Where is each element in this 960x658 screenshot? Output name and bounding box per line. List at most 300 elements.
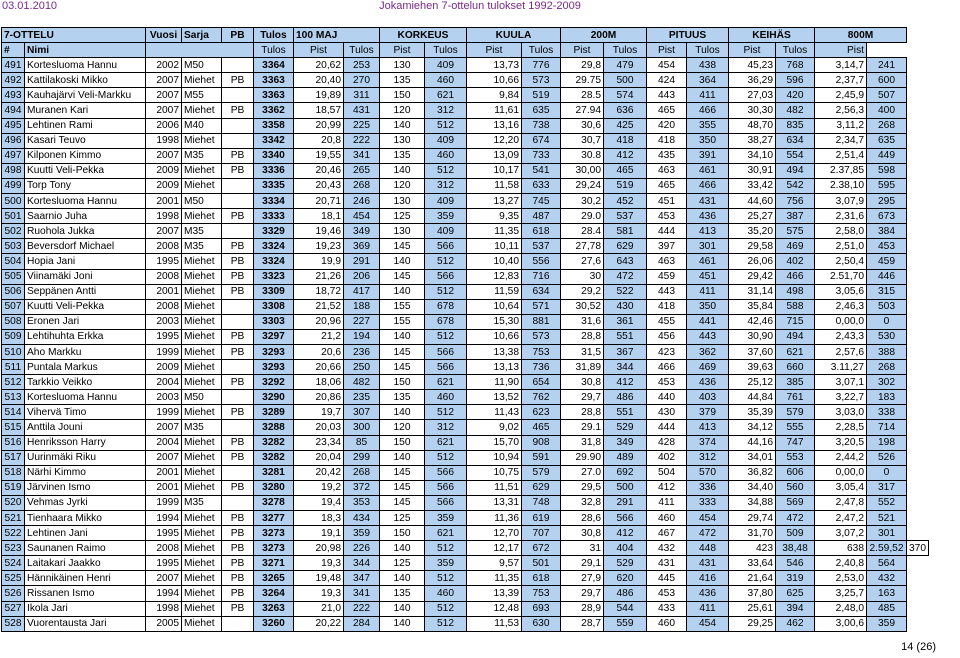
value-cell: 29,7 bbox=[561, 586, 604, 601]
value-cell: 301 bbox=[867, 526, 907, 541]
rank-cell: 518 bbox=[2, 465, 25, 480]
value-cell: 431 bbox=[647, 556, 687, 571]
table-row bbox=[2, 450, 929, 465]
results-table bbox=[1, 27, 929, 632]
value-cell bbox=[222, 360, 254, 375]
name-cell: Vihervä Timo bbox=[25, 405, 146, 420]
value-cell: PB bbox=[222, 405, 254, 420]
value-cell: 34,12 bbox=[729, 420, 776, 435]
value-cell bbox=[222, 495, 254, 510]
header-event-3: PB bbox=[222, 28, 254, 43]
value-cell: 636 bbox=[604, 103, 647, 118]
value-cell: PB bbox=[222, 73, 254, 88]
value-cell: 416 bbox=[687, 571, 729, 586]
value-cell: 3,05,6 bbox=[815, 284, 867, 299]
rank-cell: 526 bbox=[2, 586, 25, 601]
value-cell: Miehet bbox=[182, 284, 222, 299]
value-cell: 418 bbox=[647, 299, 687, 314]
value-cell: 776 bbox=[522, 58, 561, 73]
header-sub-8: Tulos bbox=[522, 43, 561, 58]
value-cell: 618 bbox=[522, 224, 561, 239]
value-cell: 19,23 bbox=[294, 239, 344, 254]
value-cell: 2007 bbox=[146, 88, 182, 103]
value-cell: 411 bbox=[647, 495, 687, 510]
value-cell: 20,42 bbox=[294, 465, 344, 480]
rank-cell: 525 bbox=[2, 571, 25, 586]
value-cell: 541 bbox=[522, 163, 561, 178]
value-cell: 482 bbox=[776, 103, 815, 118]
name-cell: Kuutti Veli-Pekka bbox=[25, 299, 146, 314]
value-cell: 409 bbox=[425, 133, 467, 148]
value-cell: 409 bbox=[425, 58, 467, 73]
value-cell: 634 bbox=[522, 284, 561, 299]
value-cell: 19,9 bbox=[294, 254, 344, 269]
value-cell: 411 bbox=[687, 88, 729, 103]
value-cell bbox=[222, 390, 254, 405]
value-cell: 463 bbox=[647, 254, 687, 269]
value-cell: 312 bbox=[687, 450, 729, 465]
value-cell: 385 bbox=[776, 375, 815, 390]
value-cell: 485 bbox=[867, 601, 907, 616]
value-cell: 344 bbox=[604, 360, 647, 375]
value-cell: 11,36 bbox=[467, 511, 522, 526]
value-cell: 566 bbox=[425, 344, 467, 359]
value-cell: 521 bbox=[867, 511, 907, 526]
value-cell: 736 bbox=[522, 360, 561, 375]
value-cell: 29,8 bbox=[561, 58, 604, 73]
value-cell: 359 bbox=[425, 209, 467, 224]
value-cell: 18,3 bbox=[294, 511, 344, 526]
rank-cell: 493 bbox=[2, 88, 25, 103]
table-row bbox=[2, 511, 929, 526]
value-cell: 28,8 bbox=[561, 405, 604, 420]
value-cell: 503 bbox=[867, 299, 907, 314]
rank-cell: 521 bbox=[2, 511, 25, 526]
value-cell: 509 bbox=[776, 526, 815, 541]
rank-cell: 502 bbox=[2, 224, 25, 239]
value-cell: 39,63 bbox=[729, 360, 776, 375]
value-cell: 85 bbox=[344, 435, 380, 450]
value-cell: 25,12 bbox=[729, 375, 776, 390]
value-cell: 12,48 bbox=[467, 601, 522, 616]
value-cell: 418 bbox=[647, 133, 687, 148]
value-cell: 678 bbox=[425, 314, 467, 329]
value-cell: 623 bbox=[522, 405, 561, 420]
value-cell: 29,42 bbox=[729, 269, 776, 284]
value-cell: 183 bbox=[867, 390, 907, 405]
value-cell: 2008 bbox=[146, 239, 182, 254]
value-cell: 9,02 bbox=[467, 420, 522, 435]
value-cell: 30,8 bbox=[561, 375, 604, 390]
header-event-2: Sarja bbox=[182, 28, 222, 43]
value-cell: 2002 bbox=[146, 58, 182, 73]
value-cell bbox=[222, 58, 254, 73]
value-cell: 27.94 bbox=[561, 103, 604, 118]
value-cell: 31,6 bbox=[561, 314, 604, 329]
value-cell: 2,57,6 bbox=[815, 344, 867, 359]
value-cell: 566 bbox=[604, 511, 647, 526]
value-cell: 456 bbox=[647, 329, 687, 344]
value-cell: 2001 bbox=[146, 284, 182, 299]
value-cell: 364 bbox=[687, 73, 729, 88]
header-event-11: 800M bbox=[815, 28, 907, 43]
table-row bbox=[2, 178, 929, 193]
name-cell: Anttila Jouni bbox=[25, 420, 146, 435]
value-cell: 551 bbox=[604, 405, 647, 420]
value-cell: 20,86 bbox=[294, 390, 344, 405]
value-cell: 621 bbox=[425, 435, 467, 450]
header-sub-11: Pist bbox=[647, 43, 687, 58]
name-cell: Muranen Kari bbox=[25, 103, 146, 118]
value-cell: 125 bbox=[380, 511, 425, 526]
value-cell: 635 bbox=[867, 133, 907, 148]
value-cell: 1998 bbox=[146, 601, 182, 616]
value-cell: Miehet bbox=[182, 360, 222, 375]
name-cell: Henriksson Harry bbox=[25, 435, 146, 450]
value-cell: 560 bbox=[776, 480, 815, 495]
value-cell: PB bbox=[222, 526, 254, 541]
value-cell: 20,46 bbox=[294, 163, 344, 178]
value-cell: 10,40 bbox=[467, 254, 522, 269]
rank-cell: 501 bbox=[2, 209, 25, 224]
value-cell: 3323 bbox=[254, 269, 294, 284]
value-cell: 522 bbox=[604, 284, 647, 299]
value-cell: 3273 bbox=[254, 541, 294, 556]
value-cell: 11,35 bbox=[467, 224, 522, 239]
header-row-events bbox=[2, 28, 929, 43]
value-cell: 10,94 bbox=[467, 450, 522, 465]
value-cell: 486 bbox=[604, 390, 647, 405]
value-cell: 30.8 bbox=[561, 148, 604, 163]
name-cell: Aho Markku bbox=[25, 344, 146, 359]
value-cell: 300 bbox=[344, 420, 380, 435]
value-cell: 369 bbox=[344, 239, 380, 254]
value-cell: 3282 bbox=[254, 435, 294, 450]
value-cell: 10,64 bbox=[467, 299, 522, 314]
value-cell: 3273 bbox=[254, 526, 294, 541]
header-event-9: PITUUS bbox=[647, 28, 729, 43]
value-cell: 3,11,2 bbox=[815, 118, 867, 133]
value-cell: 444 bbox=[647, 224, 687, 239]
value-cell: Miehet bbox=[182, 178, 222, 193]
value-cell: 2,51,4 bbox=[815, 148, 867, 163]
value-cell: 2,47,2 bbox=[815, 511, 867, 526]
value-cell: Miehet bbox=[182, 329, 222, 344]
value-cell: 466 bbox=[776, 269, 815, 284]
value-cell: 768 bbox=[776, 58, 815, 73]
value-cell: 359 bbox=[425, 511, 467, 526]
value-cell: M50 bbox=[182, 390, 222, 405]
value-cell: 25,27 bbox=[729, 209, 776, 224]
value-cell: 629 bbox=[522, 480, 561, 495]
name-cell: Kauhajärvi Veli-Markku bbox=[25, 88, 146, 103]
rank-cell: 517 bbox=[2, 450, 25, 465]
value-cell: 15,70 bbox=[467, 435, 522, 450]
value-cell: 349 bbox=[344, 224, 380, 239]
value-cell: 482 bbox=[344, 375, 380, 390]
value-cell: 459 bbox=[647, 269, 687, 284]
value-cell: 13,39 bbox=[467, 586, 522, 601]
value-cell: 20,71 bbox=[294, 194, 344, 209]
value-cell: 25,61 bbox=[729, 601, 776, 616]
value-cell: 130 bbox=[380, 224, 425, 239]
value-cell: 2005 bbox=[146, 616, 182, 631]
value-cell: 3364 bbox=[254, 58, 294, 73]
value-cell: 2007 bbox=[146, 148, 182, 163]
value-cell: 566 bbox=[425, 495, 467, 510]
value-cell: 1999 bbox=[146, 405, 182, 420]
rank-cell: 519 bbox=[2, 480, 25, 495]
value-cell: 312 bbox=[425, 420, 467, 435]
value-cell: 3324 bbox=[254, 239, 294, 254]
name-cell: Hopia Jani bbox=[25, 254, 146, 269]
value-cell: 512 bbox=[425, 329, 467, 344]
value-cell: PB bbox=[222, 209, 254, 224]
value-cell: 28.5 bbox=[561, 88, 604, 103]
table-row bbox=[2, 571, 929, 586]
value-cell: 460 bbox=[647, 511, 687, 526]
value-cell: 140 bbox=[380, 254, 425, 269]
value-cell: 409 bbox=[425, 194, 467, 209]
value-cell: M40 bbox=[182, 118, 222, 133]
value-cell: 443 bbox=[647, 284, 687, 299]
value-cell: 546 bbox=[776, 556, 815, 571]
value-cell: 556 bbox=[522, 254, 561, 269]
value-cell: 130 bbox=[380, 133, 425, 148]
value-cell: 27,03 bbox=[729, 88, 776, 103]
value-cell bbox=[222, 314, 254, 329]
table-row bbox=[2, 194, 929, 209]
rank-cell: 522 bbox=[2, 526, 25, 541]
value-cell: 2007 bbox=[146, 103, 182, 118]
table-row bbox=[2, 239, 929, 254]
value-cell: 3282 bbox=[254, 450, 294, 465]
header-sub-10: Tulos bbox=[604, 43, 647, 58]
rank-cell: 498 bbox=[2, 163, 25, 178]
value-cell: 573 bbox=[522, 73, 561, 88]
value-cell: 145 bbox=[380, 360, 425, 375]
value-cell: 130 bbox=[380, 194, 425, 209]
value-cell: 630 bbox=[522, 616, 561, 631]
value-cell: 12,83 bbox=[467, 269, 522, 284]
value-cell: 35,20 bbox=[729, 224, 776, 239]
table-row bbox=[2, 465, 929, 480]
value-cell: PB bbox=[222, 450, 254, 465]
rank-cell: 495 bbox=[2, 118, 25, 133]
value-cell: 596 bbox=[776, 73, 815, 88]
value-cell: 1999 bbox=[146, 344, 182, 359]
name-cell: Kortesluoma Hannu bbox=[25, 390, 146, 405]
value-cell: 566 bbox=[425, 480, 467, 495]
value-cell: 529 bbox=[604, 556, 647, 571]
header-event-0: 7-OTTELU bbox=[2, 28, 146, 43]
value-cell: 3329 bbox=[254, 224, 294, 239]
name-cell: Kattilakoski Mikko bbox=[25, 73, 146, 88]
name-cell: Kasari Teuvo bbox=[25, 133, 146, 148]
value-cell: 544 bbox=[604, 601, 647, 616]
value-cell: M55 bbox=[182, 88, 222, 103]
value-cell: 3363 bbox=[254, 73, 294, 88]
value-cell: 3.11,27 bbox=[815, 360, 867, 375]
value-cell: 465 bbox=[647, 178, 687, 193]
table-row bbox=[2, 148, 929, 163]
rank-cell: 528 bbox=[2, 616, 25, 631]
value-cell: 3309 bbox=[254, 284, 294, 299]
value-cell: 2.38,10 bbox=[815, 178, 867, 193]
value-cell: 598 bbox=[867, 163, 907, 178]
value-cell: 29.1 bbox=[561, 420, 604, 435]
value-cell: 135 bbox=[380, 148, 425, 163]
value-cell: 504 bbox=[647, 465, 687, 480]
value-cell: 13,38 bbox=[467, 344, 522, 359]
value-cell: 460 bbox=[425, 586, 467, 601]
value-cell: 479 bbox=[604, 58, 647, 73]
value-cell: 715 bbox=[776, 314, 815, 329]
value-cell: 512 bbox=[425, 254, 467, 269]
value-cell: 291 bbox=[344, 254, 380, 269]
value-cell bbox=[222, 194, 254, 209]
value-cell: 30,30 bbox=[729, 103, 776, 118]
value-cell: 2,31,6 bbox=[815, 209, 867, 224]
value-cell: 135 bbox=[380, 390, 425, 405]
value-cell: 443 bbox=[687, 329, 729, 344]
value-cell: 391 bbox=[687, 148, 729, 163]
value-cell: 21,64 bbox=[729, 571, 776, 586]
value-cell: 2001 bbox=[146, 480, 182, 495]
value-cell: 638 bbox=[815, 541, 867, 556]
value-cell: 1995 bbox=[146, 526, 182, 541]
value-cell: 2,50,4 bbox=[815, 254, 867, 269]
value-cell: 3336 bbox=[254, 163, 294, 178]
value-cell: 2007 bbox=[146, 420, 182, 435]
rank-cell: 508 bbox=[2, 314, 25, 329]
value-cell: 418 bbox=[604, 133, 647, 148]
name-cell: Saunanen Raimo bbox=[25, 541, 146, 556]
value-cell: 467 bbox=[647, 526, 687, 541]
value-cell: 579 bbox=[776, 405, 815, 420]
value-cell: 2008 bbox=[146, 541, 182, 556]
value-cell: 140 bbox=[380, 118, 425, 133]
header-sub-1: Nimi bbox=[25, 43, 146, 58]
value-cell: 20,96 bbox=[294, 314, 344, 329]
value-cell: 573 bbox=[522, 329, 561, 344]
value-cell: 512 bbox=[425, 163, 467, 178]
value-cell: 436 bbox=[687, 375, 729, 390]
rank-cell: 516 bbox=[2, 435, 25, 450]
value-cell: 44,60 bbox=[729, 194, 776, 209]
value-cell: 13,27 bbox=[467, 194, 522, 209]
value-cell: 19,1 bbox=[294, 526, 344, 541]
table-row bbox=[2, 375, 929, 390]
value-cell bbox=[222, 133, 254, 148]
rank-cell: 514 bbox=[2, 405, 25, 420]
value-cell: 3362 bbox=[254, 103, 294, 118]
value-cell: 2,46,3 bbox=[815, 299, 867, 314]
value-cell: 349 bbox=[604, 435, 647, 450]
value-cell: 3,07,9 bbox=[815, 194, 867, 209]
value-cell: 35,84 bbox=[729, 299, 776, 314]
value-cell: 145 bbox=[380, 239, 425, 254]
value-cell: 125 bbox=[380, 556, 425, 571]
value-cell: 519 bbox=[522, 88, 561, 103]
value-cell: PB bbox=[222, 586, 254, 601]
header-event-1: Vuosi bbox=[146, 28, 182, 43]
value-cell: 10,75 bbox=[467, 465, 522, 480]
header-sub-4: Tulos bbox=[344, 43, 380, 58]
name-cell: Tienhaara Mikko bbox=[25, 511, 146, 526]
value-cell: 20,22 bbox=[294, 616, 344, 631]
value-cell: 3288 bbox=[254, 420, 294, 435]
value-cell: Miehet bbox=[182, 601, 222, 616]
value-cell: 2004 bbox=[146, 375, 182, 390]
value-cell: 34,01 bbox=[729, 450, 776, 465]
value-cell: 707 bbox=[522, 526, 561, 541]
value-cell: 31,5 bbox=[561, 344, 604, 359]
rank-cell: 504 bbox=[2, 254, 25, 269]
value-cell: 512 bbox=[425, 450, 467, 465]
value-cell: PB bbox=[222, 344, 254, 359]
value-cell: 194 bbox=[344, 329, 380, 344]
value-cell: 625 bbox=[776, 586, 815, 601]
value-cell: 2,34,7 bbox=[815, 133, 867, 148]
value-cell: PB bbox=[222, 103, 254, 118]
value-cell: 34,10 bbox=[729, 148, 776, 163]
table-row bbox=[2, 541, 929, 556]
header-sub-3: Pist bbox=[294, 43, 344, 58]
value-cell: 236 bbox=[344, 344, 380, 359]
value-cell: 353 bbox=[344, 495, 380, 510]
value-cell: 145 bbox=[380, 495, 425, 510]
name-cell: Lehtinen Jani bbox=[25, 526, 146, 541]
value-cell: Miehet bbox=[182, 133, 222, 148]
value-cell: 519 bbox=[604, 178, 647, 193]
value-cell: 435 bbox=[647, 148, 687, 163]
value-cell: 0 bbox=[867, 314, 907, 329]
value-cell: 555 bbox=[776, 420, 815, 435]
value-cell: 125 bbox=[380, 209, 425, 224]
value-cell: 2009 bbox=[146, 360, 182, 375]
value-cell: 512 bbox=[425, 405, 467, 420]
value-cell: 620 bbox=[604, 571, 647, 586]
value-cell: PB bbox=[222, 239, 254, 254]
value-cell: 494 bbox=[776, 329, 815, 344]
value-cell: 633 bbox=[522, 178, 561, 193]
value-cell: 403 bbox=[687, 390, 729, 405]
value-cell: 26,06 bbox=[729, 254, 776, 269]
table-row bbox=[2, 133, 929, 148]
value-cell: 2,53,0 bbox=[815, 571, 867, 586]
value-cell: 3,22,7 bbox=[815, 390, 867, 405]
value-cell: 9,57 bbox=[467, 556, 522, 571]
value-cell: 11,53 bbox=[467, 616, 522, 631]
name-cell: Lehtinen Rami bbox=[25, 118, 146, 133]
table-row bbox=[2, 299, 929, 314]
table-row bbox=[2, 616, 929, 631]
value-cell: 542 bbox=[776, 178, 815, 193]
value-cell: 30,2 bbox=[561, 194, 604, 209]
value-cell: Miehet bbox=[182, 526, 222, 541]
value-cell: Miehet bbox=[182, 435, 222, 450]
value-cell: 3278 bbox=[254, 495, 294, 510]
rank-cell: 505 bbox=[2, 269, 25, 284]
value-cell: 569 bbox=[776, 495, 815, 510]
value-cell: 2,37,7 bbox=[815, 73, 867, 88]
value-cell: 489 bbox=[604, 450, 647, 465]
value-cell: 222 bbox=[344, 133, 380, 148]
value-cell: 466 bbox=[687, 103, 729, 118]
value-cell: 29.75 bbox=[561, 73, 604, 88]
value-cell: 11,90 bbox=[467, 375, 522, 390]
